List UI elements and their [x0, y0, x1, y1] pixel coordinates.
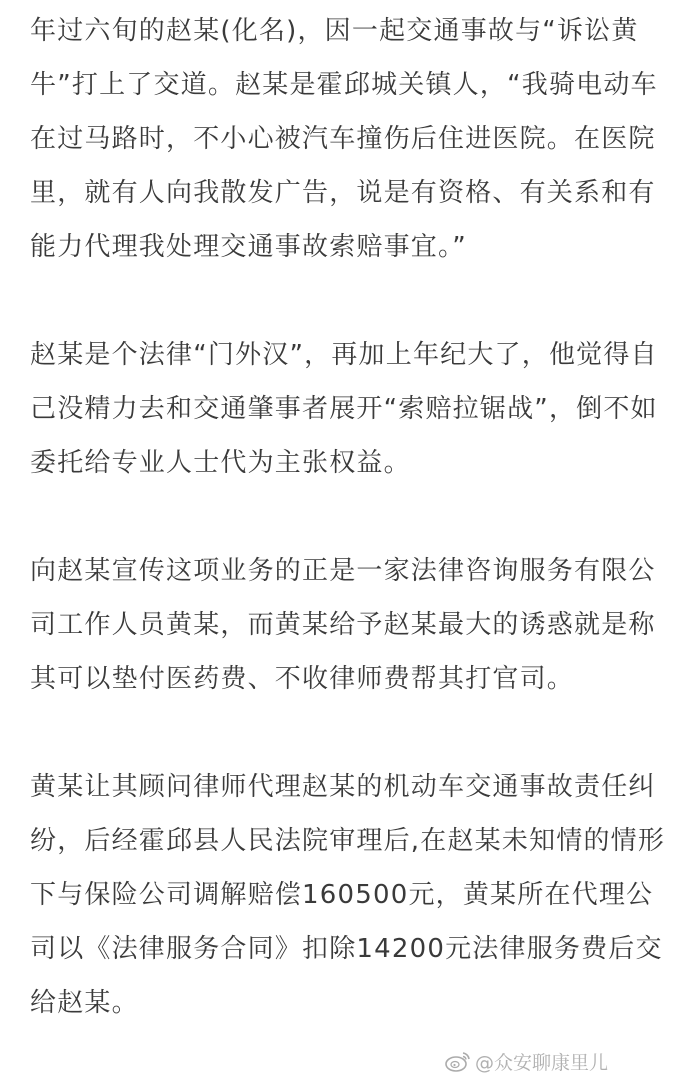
text-line: 下与保险公司调解赔偿160500元，黄某所在代理公 [30, 880, 654, 910]
text-line: 里，就有人向我散发广告，说是有资格、有关系和有 [30, 178, 656, 208]
text-line: 在过马路时，不小心被汽车撞伤后住进医院。在医院 [30, 124, 656, 154]
text-line: 己没精力去和交通肇事者展开“索赔拉锯战”，倒不如 [30, 394, 658, 424]
text-line: 能力代理我处理交通事故索赔事宜。” [30, 232, 467, 262]
text-line: 司以《法律服务合同》扣除14200元法律服务费后交 [30, 934, 663, 964]
text-line: 向赵某宣传这项业务的正是一家法律咨询服务有限公 [30, 556, 656, 586]
paragraph [30, 760, 670, 1030]
text-line: 年过六旬的赵某(化名)，因一起交通事故与“诉讼黄 [30, 16, 639, 46]
text-line: 给赵某。 [30, 988, 139, 1018]
text-line: 赵某是个法律“门外汉”，再加上年纪大了，他觉得自 [30, 340, 658, 370]
watermark-text: @众安聊康里儿 [475, 1051, 609, 1074]
text-line: 委托给专业人士代为主张权益。 [30, 448, 411, 478]
text-line: 其可以垫付医药费、不收律师费帮其打官司。 [30, 664, 575, 694]
paragraph-gap [30, 490, 670, 544]
text-line: 纷，后经霍邱县人民法院审理后,在赵某未知情的情形 [30, 826, 666, 856]
paragraph [30, 4, 670, 274]
weibo-logo-icon [445, 1050, 471, 1072]
paragraph [30, 544, 670, 706]
text-line: 黄某让其顾问律师代理赵某的机动车交通事故责任纠 [30, 772, 656, 802]
paragraph [30, 328, 670, 490]
watermark [445, 1046, 608, 1076]
paragraph-gap [30, 706, 670, 760]
paragraph-gap [30, 274, 670, 328]
text-line: 司工作人员黄某，而黄某给予赵某最大的诱惑就是称 [30, 610, 656, 640]
text-line: 牛”打上了交道。赵某是霍邱城关镇人，“我骑电动车 [30, 70, 658, 100]
article-body [30, 4, 670, 1030]
